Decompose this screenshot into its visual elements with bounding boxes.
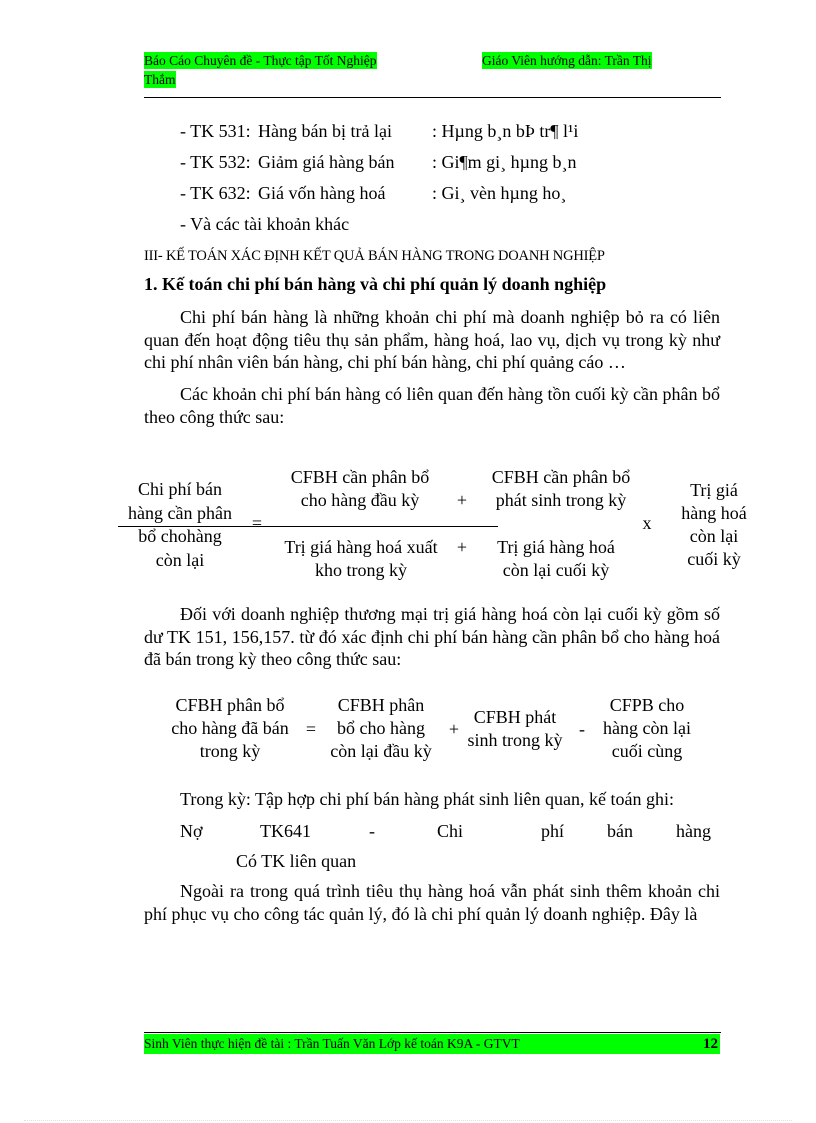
entry-debit-no: Nợ — [180, 821, 203, 841]
paragraph-2: Các khoản chi phí bán hàng có liên quan đến hàng tồn cuối kỳ cần phân bổ theo công thức sau: — [144, 384, 720, 427]
entry-debit-word: phí — [541, 821, 565, 841]
paragraph-3: Đối với doanh nghiệp thương mại trị giá hàng hoá còn lại cuối kỳ gồm số dư TK 151, 156,157. từ đó xác định chi phí bán hàng cần phân bổ cho hàng hoá đã bán trong kỳ theo công thức sau: — [144, 604, 720, 670]
page-bottom-dots — [24, 1120, 792, 1121]
formula1-numerator-b: CFBH cần phân bổ phát sinh trong kỳ — [491, 467, 631, 510]
account-name: Giảm giá hàng bán — [258, 152, 395, 172]
footer-text: Sinh Viên thực hiện đề tài : Trần Tuấn Văn Lớp kế toán K9A - GTVT — [144, 1036, 520, 1051]
account-garbled: : Hµng b¸n bÞ tr¶ l¹i — [432, 121, 579, 141]
account-garbled: : Gi¸ vèn hµng ho¸ — [432, 183, 567, 203]
header-continued: Thắm — [144, 72, 176, 87]
account-code: - TK 532: — [180, 152, 251, 172]
page-footer — [144, 1034, 720, 1054]
formula1-equals: = — [251, 513, 263, 533]
header-rule — [144, 97, 721, 98]
entry-debit-account: TK641 — [260, 821, 311, 841]
formula1-plus-top: + — [456, 490, 468, 510]
formula2-plus: + — [448, 719, 460, 739]
formula1-fraction-bar — [118, 526, 498, 527]
paragraph-4: Ngoài ra trong quá trình tiêu thụ hàng hoá vẫn phát sinh thêm khoản chi phí phục vụ cho công tác quản lý, đó là chi phí quản lý doanh nghiệp. Đây là — [144, 881, 720, 924]
entry-debit-word: hàng — [676, 821, 711, 841]
formula2-lhs: CFBH phân bổ cho hàng đã bán trong kỳ — [171, 695, 289, 761]
formula1-numerator-a: CFBH cần phân bổ cho hàng đầu kỳ — [290, 467, 430, 510]
account-name: Hàng bán bị trả lại — [258, 121, 392, 141]
entry-debit-dash: - — [369, 821, 375, 841]
account-code: - TK 632: — [180, 183, 251, 203]
formula2-term3: CFPB cho hàng còn lại cuối cùng — [603, 695, 691, 761]
accounts-other: - Và các tài khoản khác — [180, 214, 350, 234]
formula1-lhs: Chi phí bán hàng cần phân bổ chohàng còn lại — [128, 479, 232, 570]
page-number: 12 — [703, 1036, 718, 1052]
entry-credit: Có TK liên quan — [236, 851, 357, 871]
paragraph-1: Chi phí bán hàng là những khoản chi phí mà doanh nghiệp bỏ ra có liên quan đến hoạt động tiêu thụ sản phẩm, hàng hoá, lao vụ, dịch vụ trong kỳ như chi phí nhân viên bán hàng, chi phí bán hàng, chi phí quảng cáo … — [144, 307, 720, 373]
formula1-denominator-a: Trị giá hàng hoá xuất kho trong kỳ — [284, 537, 438, 580]
formula2-equals: = — [305, 719, 317, 739]
formula1-times: x — [642, 513, 652, 533]
entry-intro: Trong kỳ: Tập hợp chi phí bán hàng phát sinh liên quan, kế toán ghi: — [180, 789, 674, 809]
section-heading: III- KẾ TOÁN XÁC ĐỊNH KẾT QUẢ BÁN HÀNG TRONG DOANH NGHIỆP — [144, 248, 605, 264]
header-left: Báo Cáo Chuyên đề - Thực tập Tốt Nghiệp — [144, 53, 377, 68]
formula1-rhs: Trị giá hàng hoá còn lại cuối kỳ — [681, 480, 747, 569]
formula2-minus: - — [579, 719, 585, 739]
formula1-denominator-b: Trị giá hàng hoá còn lại cuối kỳ — [497, 537, 615, 580]
entry-debit-word: Chi — [437, 821, 464, 841]
header-right: Giáo Viên hướng dẫn: Trần Thị — [482, 53, 652, 68]
footer-rule — [144, 1032, 721, 1033]
account-garbled: : Gi¶m gi¸ hµng b¸n — [432, 152, 577, 172]
account-code: - TK 531: — [180, 121, 251, 141]
sub-heading: 1. Kế toán chi phí bán hàng và chi phí quản lý doanh nghiệp — [144, 274, 607, 294]
formula2-term1: CFBH phân bổ cho hàng còn lại đầu kỳ — [330, 695, 432, 761]
account-name: Giá vốn hàng hoá — [258, 183, 386, 203]
formula1-plus-bottom: + — [456, 537, 468, 557]
formula2-term2: CFBH phát sinh trong kỳ — [467, 707, 563, 750]
entry-debit-word: bán — [607, 821, 633, 841]
